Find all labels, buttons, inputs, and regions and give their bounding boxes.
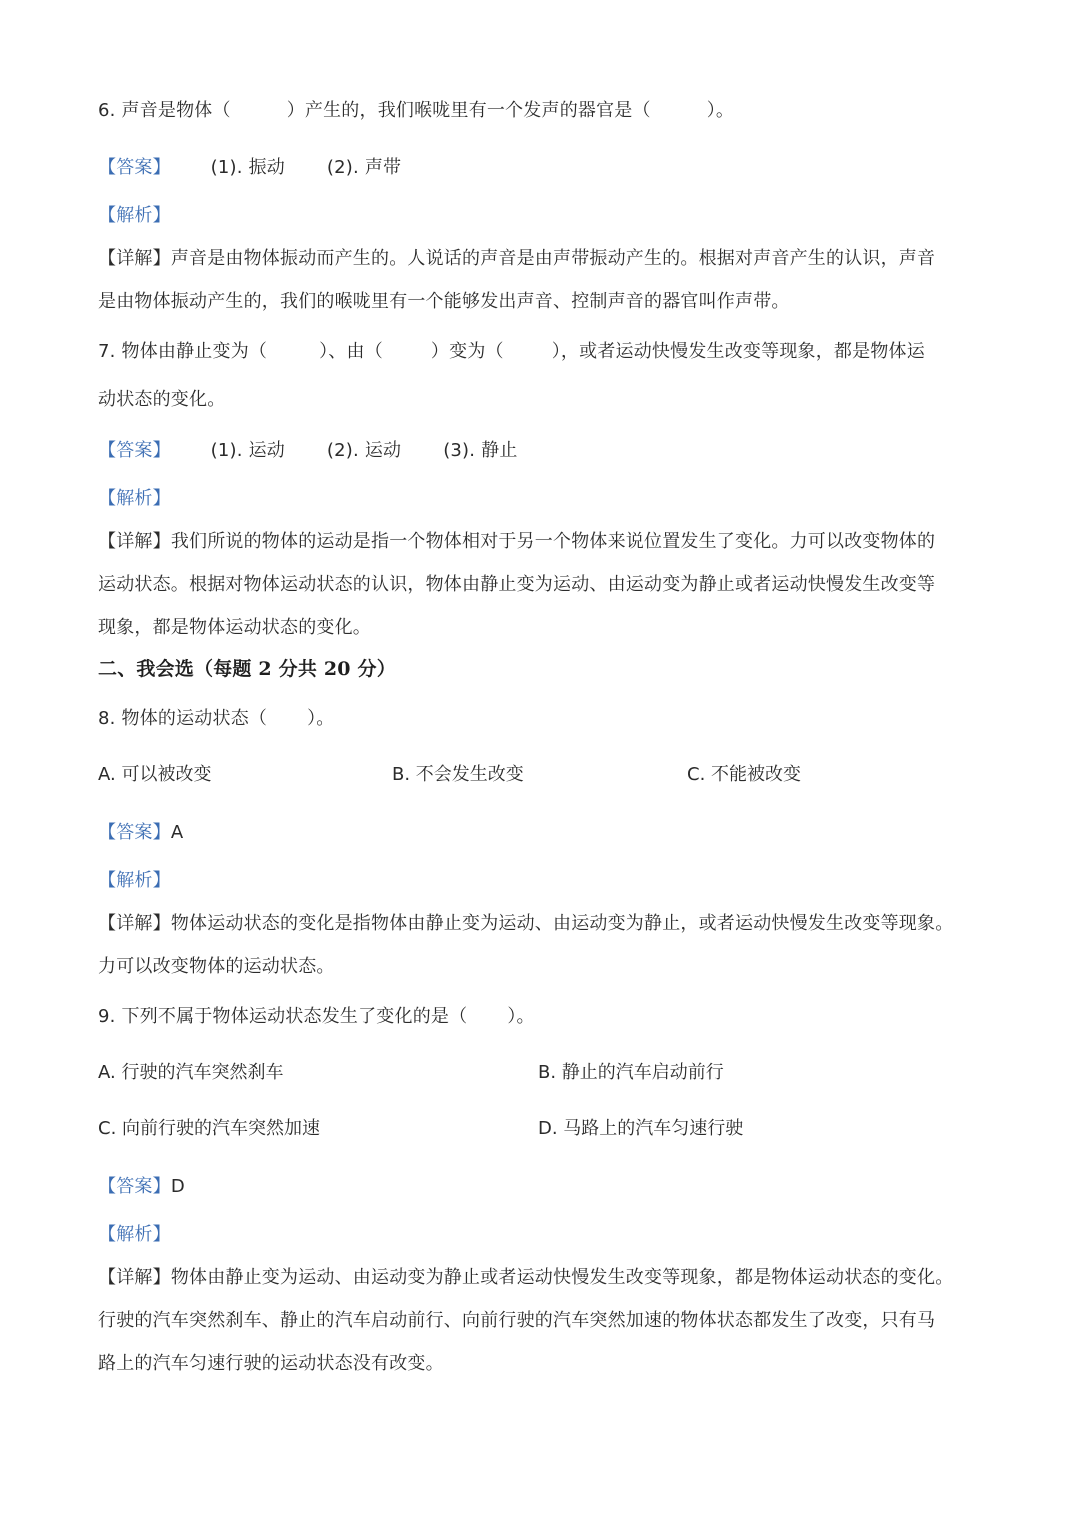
q9-question [98,1005,984,1029]
q6-question [98,99,984,123]
q6-answer-tag: 【答案】 [98,157,171,178]
q6-answer-line [98,156,984,180]
q7-detail-line-2: 运动状态。根据对物体运动状态的认识，物体由静止变为运动、由运动变为静止或者运动快慢发生改变等 [98,574,936,595]
q7-answer-tag: 【答案】 [98,440,171,461]
q9-option-d: D. 马路上的汽车匀速行驶 [538,1118,744,1139]
q9-option-c: C. 向前行驶的汽车突然加速 [98,1118,321,1139]
q6-text-a: 声音是物体（ [121,100,231,121]
q8-detail-line-2: 力可以改变物体的运动状态。 [98,956,335,977]
q7-answer-3: (3). 静止 [443,440,518,461]
q7-analysis-tag: 【解析】 [98,488,171,509]
section-2-title: 二、我会选（每题 2 分共 20 分） [98,658,396,680]
q9-detail-text-1: 物体由静止变为运动、由运动变为静止或者运动快慢发生改变等现象，都是物体运动状态的变化。 [170,1267,954,1288]
q9-answer-line [98,1175,984,1199]
q6-number: 6. [98,100,116,121]
q8-option-a: A. 可以被改变 [98,764,212,785]
q9-text-b: ）。 [507,1006,535,1027]
q9-detail-line-1 [98,1266,984,1290]
q7-question [98,340,984,364]
q6-text-b: ）产生的，我们喉咙里有一个发声的器官是（ [286,100,651,121]
q6-answer-1: (1). 振动 [210,157,285,178]
q7-text-d: ），或者运动快慢发生改变等现象，都是物体运 [551,341,925,362]
q7-answer-line [98,439,984,463]
q9-detail-line-3: 路上的汽车匀速行驶的运动状态没有改变。 [98,1353,444,1374]
q6-analysis-tag: 【解析】 [98,205,171,226]
q8-analysis-tag: 【解析】 [98,870,171,891]
q8-option-b: B. 不会发生改变 [392,764,524,785]
q8-question [98,707,984,731]
q7-text-c: ）变为（ [430,341,504,362]
q9-option-a: A. 行驶的汽车突然刹车 [98,1062,284,1083]
q7-text-b: ）、由（ [319,341,383,362]
q6-detail-tag: 【详解】 [98,248,171,269]
q8-number: 8. [98,708,116,729]
q9-text-a: 下列不属于物体运动状态发生了变化的是（ [121,1006,468,1027]
q9-detail-tag: 【详解】 [98,1267,171,1288]
q7-question-cont: 动状态的变化。 [98,389,226,410]
q7-answer-1: (1). 运动 [210,440,285,461]
q7-detail-text-1: 我们所说的物体的运动是指一个物体相对于另一个物体来说位置发生了变化。力可以改变物体的 [170,531,936,552]
q9-answer-tag: 【答案】 [98,1176,171,1197]
q7-detail-line-3: 现象，都是物体运动状态的变化。 [98,617,371,638]
q9-answer: D [170,1176,185,1197]
q9-option-b: B. 静止的汽车启动前行 [538,1062,724,1083]
q8-answer-tag: 【答案】 [98,822,171,843]
q7-answer-2: (2). 运动 [326,440,402,461]
q8-detail-line-1 [98,912,984,936]
q6-text-c: ）。 [706,100,735,121]
q6-answer-2: (2). 声带 [326,157,402,178]
q6-detail-line-1 [98,247,984,271]
q7-number: 7. [98,341,116,362]
q9-analysis-tag: 【解析】 [98,1224,171,1245]
q8-answer-line [98,821,984,845]
q9-detail-line-2: 行驶的汽车突然刹车、静止的汽车启动前行、向前行驶的汽车突然加速的物体状态都发生了改变，只有马 [98,1310,936,1331]
q8-option-c: C. 不能被改变 [687,764,802,785]
q6-detail-line-2: 是由物体振动产生的，我们的喉咙里有一个能够发出声音、控制声音的器官叫作声带。 [98,291,790,312]
q8-text-b: ）。 [307,708,335,729]
q7-text-a: 物体由静止变为（ [121,341,268,362]
q8-answer: A [170,822,184,843]
q7-detail-tag: 【详解】 [98,531,171,552]
q8-text-a: 物体的运动状态（ [121,708,268,729]
q8-detail-tag: 【详解】 [98,913,171,934]
q8-detail-text-1: 物体运动状态的变化是指物体由静止变为运动、由运动变为静止，或者运动快慢发生改变等现象。 [170,913,954,934]
q7-detail-line-1 [98,530,984,554]
q6-detail-text-1: 声音是由物体振动而产生的。人说话的声音是由声带振动产生的。根据对声音产生的认识，声音 [170,248,936,269]
q9-number: 9. [98,1006,116,1027]
